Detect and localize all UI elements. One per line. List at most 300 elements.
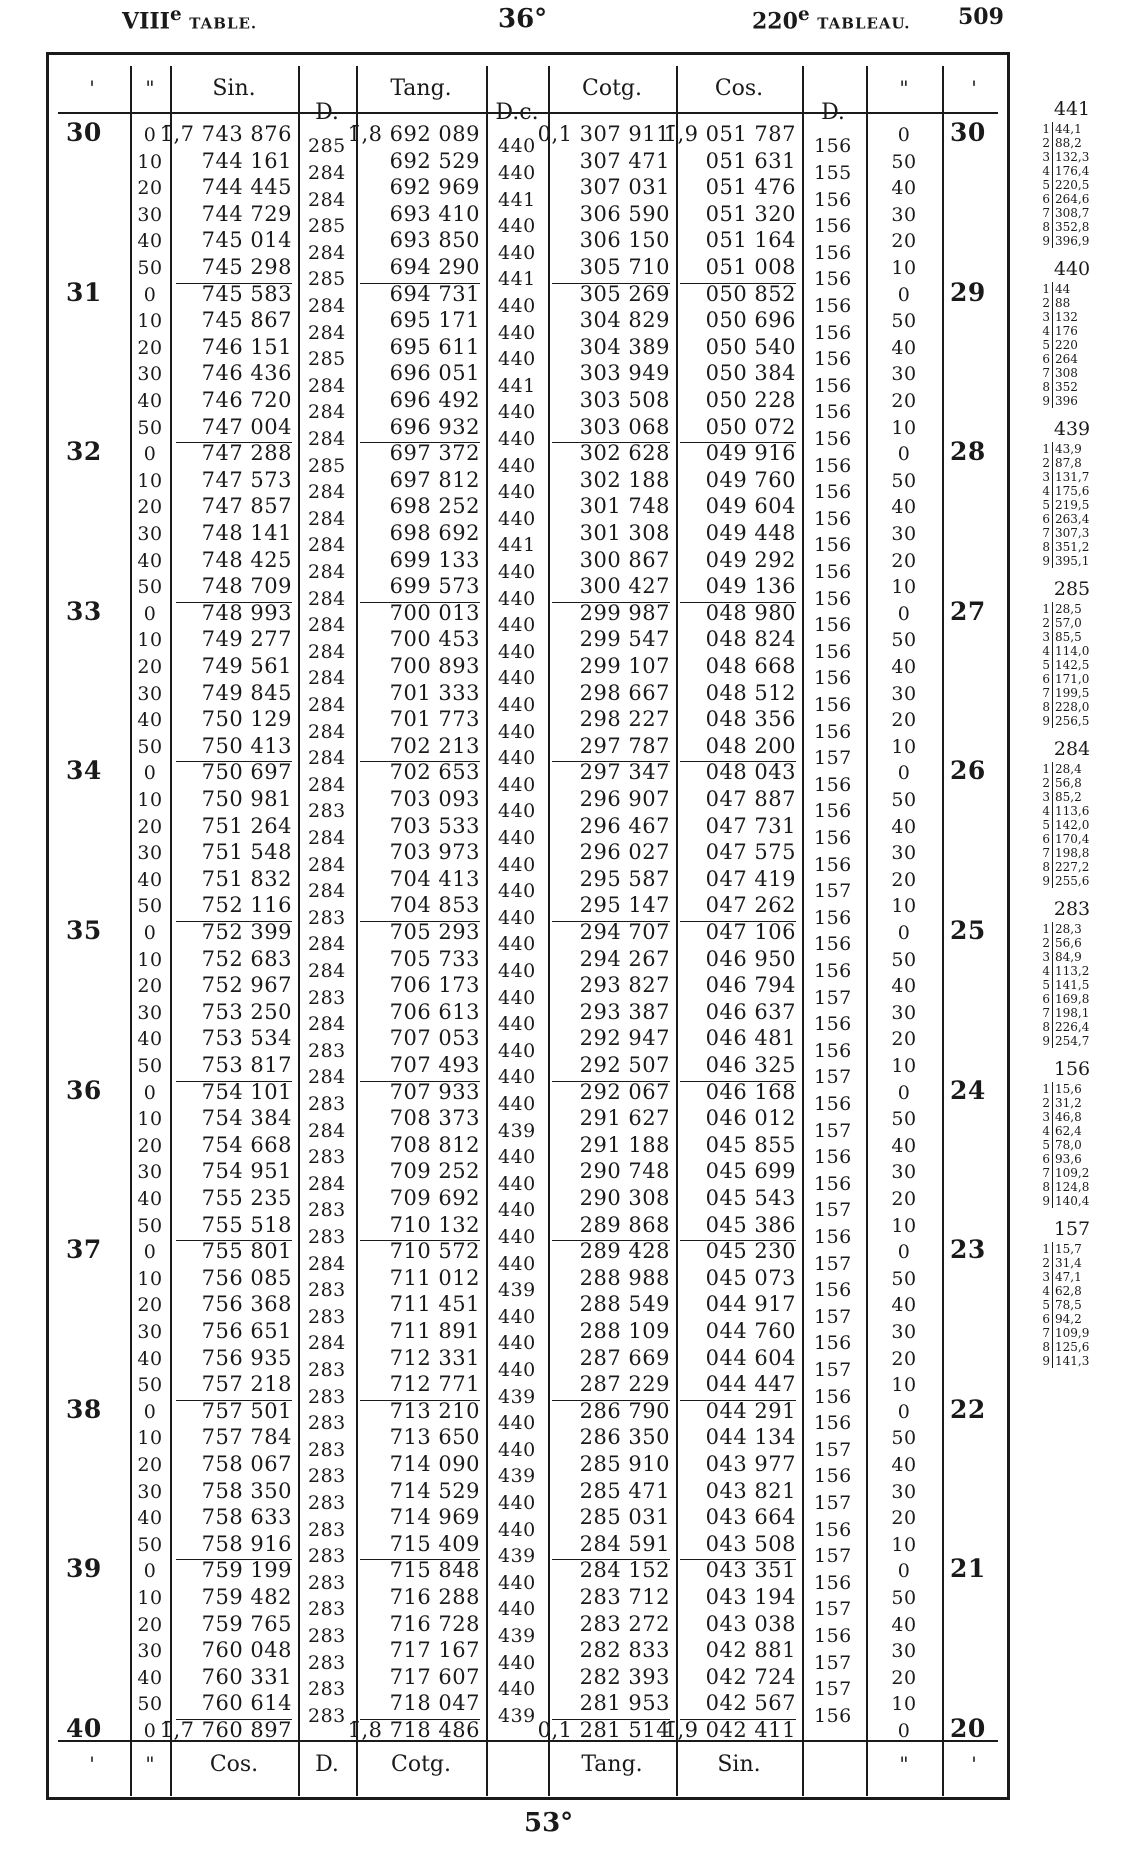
- sin-value: 744 445: [201, 175, 292, 200]
- diff-sin: 285: [308, 135, 346, 158]
- tan-value: 714 529: [389, 1478, 480, 1503]
- diff-tan-cot: 441: [498, 188, 536, 211]
- seconds-left: 20: [137, 336, 163, 359]
- header-angle: 36°: [498, 4, 548, 34]
- seconds-left: 50: [137, 1374, 163, 1397]
- tan-value: 700 893: [389, 654, 480, 678]
- pp-row: [1040, 992, 1089, 1006]
- pp-row: [1040, 234, 1089, 248]
- cos-value: 045 855: [705, 1132, 796, 1157]
- diff-cos: 156: [814, 215, 852, 238]
- cot-value: 302 188: [579, 467, 670, 492]
- seconds-left: 0: [143, 1241, 157, 1264]
- diff-tan-cot: 440: [498, 1678, 536, 1701]
- tan-value: 704 853: [389, 893, 480, 918]
- diff-tan-cot: 440: [498, 587, 536, 610]
- pp-digit: 2: [1040, 1256, 1053, 1270]
- tan-value: 710 572: [389, 1239, 480, 1264]
- diff-cos: 156: [814, 1385, 852, 1408]
- tan-value: 711 451: [389, 1292, 480, 1317]
- diff-tan-cot: 440: [498, 507, 536, 530]
- pp-row: [1040, 512, 1089, 526]
- sin-value: 752 683: [201, 946, 292, 971]
- diff-tan-cot: 440: [498, 481, 536, 504]
- seconds-left: 30: [137, 1161, 163, 1184]
- cos-value: 044 604: [705, 1345, 796, 1370]
- diff-sin: 283: [308, 1092, 346, 1115]
- diff-sin: 284: [308, 294, 346, 317]
- seconds-right: 20: [891, 868, 917, 891]
- tan-value: 698 252: [389, 494, 480, 519]
- pp-value: 44: [1055, 282, 1071, 296]
- pp-digit: 9: [1040, 394, 1053, 408]
- seconds-left: 20: [137, 1294, 163, 1317]
- diff-tan-cot: 440: [498, 1225, 536, 1248]
- pp-digit: 7: [1040, 686, 1053, 700]
- cot-value: 292 067: [579, 1079, 670, 1104]
- diff-sin: 284: [308, 1066, 346, 1089]
- diff-sin: 283: [308, 1358, 346, 1381]
- sin-value: 752 116: [201, 893, 292, 918]
- pp-digit: 6: [1040, 512, 1053, 526]
- diff-tan-cot: 440: [498, 161, 536, 184]
- column-header: D.: [821, 100, 845, 125]
- degree-left: 39: [66, 1554, 102, 1584]
- cot-value: 287 669: [579, 1345, 670, 1370]
- seconds-left: 20: [137, 1613, 163, 1636]
- seconds-right: 10: [891, 735, 917, 758]
- pp-digit: 3: [1040, 790, 1053, 804]
- pp-title: 156: [1053, 1058, 1091, 1080]
- cos-value: 044 291: [705, 1398, 796, 1423]
- diff-cos: 157: [814, 880, 852, 903]
- pp-row: [1040, 804, 1089, 818]
- cos-value: 045 386: [705, 1212, 796, 1237]
- pp-row: [1040, 1082, 1082, 1096]
- diff-cos: 156: [814, 534, 852, 557]
- seconds-left: 40: [137, 1347, 163, 1370]
- seconds-right: 0: [897, 443, 911, 466]
- seconds-left: 20: [137, 1134, 163, 1157]
- pp-value: 351,2: [1055, 540, 1090, 554]
- seconds-left: 20: [137, 177, 163, 200]
- pp-digit: 1: [1040, 1242, 1053, 1256]
- seconds-left: 20: [137, 975, 163, 998]
- seconds-right: 50: [891, 629, 917, 652]
- pp-digit: 9: [1040, 874, 1053, 888]
- pp-digit: 1: [1040, 282, 1053, 296]
- seconds-right: 0: [897, 1241, 911, 1264]
- cot-value: 287 229: [579, 1372, 670, 1397]
- tan-value: 702 653: [389, 760, 480, 785]
- diff-cos: 156: [814, 427, 852, 450]
- diff-cos: 156: [814, 640, 852, 663]
- pp-value: 88: [1055, 296, 1071, 310]
- cos-value: 046 012: [705, 1106, 796, 1131]
- tan-value: 699 573: [389, 574, 480, 599]
- sin-value: 745 583: [201, 281, 292, 306]
- degree-right: 29: [950, 277, 986, 307]
- cot-value: 301 308: [579, 521, 670, 545]
- diff-sin: 284: [308, 560, 346, 583]
- cot-value: 297 787: [579, 733, 670, 758]
- pp-value: 226,4: [1055, 1020, 1090, 1034]
- cos-value: 051 320: [705, 201, 796, 226]
- pp-value: 352: [1055, 380, 1078, 394]
- pp-row: [1040, 776, 1082, 790]
- diff-sin: 284: [308, 933, 346, 956]
- seconds-right: 30: [891, 1480, 917, 1503]
- pp-value: 109,9: [1055, 1326, 1090, 1340]
- pp-value: 171,0: [1055, 672, 1090, 686]
- cot-value: 300 867: [579, 547, 670, 572]
- column-footer: Sin.: [717, 1752, 761, 1777]
- degree-left: 35: [66, 916, 102, 945]
- pp-digit: 7: [1040, 846, 1053, 860]
- cot-value: 285 471: [579, 1478, 670, 1503]
- diff-tan-cot: 440: [498, 348, 536, 371]
- pp-row: [1040, 818, 1089, 832]
- tan-value: 716 728: [389, 1611, 480, 1636]
- pp-digit: 5: [1040, 1298, 1053, 1312]
- pp-row: [1040, 1180, 1089, 1194]
- column-divider: [356, 66, 358, 1796]
- pp-row: [1040, 714, 1089, 728]
- seconds-left: 0: [143, 602, 157, 625]
- pp-digit: 2: [1040, 296, 1053, 310]
- pp-digit: 3: [1040, 1110, 1053, 1124]
- cot-value: 300 427: [579, 574, 670, 599]
- pp-value: 28,4: [1055, 762, 1082, 776]
- diff-tan-cot: 440: [498, 294, 536, 317]
- pp-digit: 1: [1040, 122, 1053, 136]
- cot-value: 293 387: [579, 999, 670, 1024]
- seconds-right: 50: [891, 310, 917, 333]
- seconds-right: 40: [891, 496, 917, 519]
- sin-value: 758 350: [201, 1478, 292, 1503]
- diff-cos: 157: [814, 747, 852, 770]
- seconds-left: 30: [137, 842, 163, 865]
- tan-value: 708 373: [389, 1106, 480, 1131]
- pp-title: 441: [1053, 98, 1091, 120]
- seconds-left: 30: [137, 1480, 163, 1503]
- diff-cos: 157: [814, 1252, 852, 1275]
- sin-value: 756 651: [201, 1319, 292, 1343]
- degree-right: 21: [950, 1554, 986, 1584]
- cot-value: 295 147: [579, 893, 670, 918]
- seconds-left: 10: [137, 1587, 163, 1609]
- sin-value: 755 518: [201, 1212, 292, 1237]
- tan-value: 698 692: [389, 521, 480, 545]
- diff-tan-cot: 440: [498, 667, 536, 690]
- column-divider: [866, 66, 868, 1796]
- diff-cos: 155: [814, 161, 852, 184]
- header-tableau-label: 220e TABLEAU.: [752, 4, 911, 35]
- pp-row: [1040, 672, 1089, 686]
- pp-row: [1040, 1340, 1089, 1354]
- diff-cos: 156: [814, 587, 852, 610]
- cot-value: 290 308: [579, 1186, 670, 1210]
- seconds-left: 10: [137, 310, 163, 333]
- cot-value: 286 350: [579, 1425, 670, 1450]
- column-footer: D.: [315, 1752, 339, 1777]
- pp-row: [1040, 658, 1089, 672]
- tan-value: 707 933: [389, 1079, 480, 1104]
- pp-value: 352,8: [1055, 220, 1090, 234]
- seconds-right: 50: [891, 789, 917, 811]
- pp-value: 62,8: [1055, 1284, 1082, 1298]
- cot-value: 283 712: [579, 1585, 670, 1609]
- diff-tan-cot: 440: [498, 1092, 536, 1115]
- diff-tan-cot: 440: [498, 1598, 536, 1621]
- sin-value: 757 501: [201, 1398, 292, 1423]
- tan-value: 693 410: [389, 201, 480, 226]
- tan-value: 692 969: [389, 175, 480, 200]
- seconds-left: 10: [137, 150, 163, 173]
- pp-row: [1040, 846, 1089, 860]
- pp-value: 255,6: [1055, 874, 1090, 888]
- diff-cos: 156: [814, 348, 852, 371]
- pp-row: [1040, 380, 1078, 394]
- sin-value: 754 384: [201, 1106, 292, 1131]
- pp-value: 220,5: [1055, 178, 1090, 192]
- seconds-left: 40: [137, 1507, 163, 1530]
- cot-value: 296 027: [579, 840, 670, 865]
- sin-value: 753 250: [201, 999, 292, 1024]
- pp-row: [1040, 206, 1089, 220]
- tan-value: 709 252: [389, 1159, 480, 1184]
- sin-value: 749 845: [201, 680, 292, 705]
- cot-value: 307 471: [579, 148, 670, 173]
- cot-value: 301 748: [579, 494, 670, 519]
- diff-cos: 156: [814, 1412, 852, 1435]
- cos-value: 044 760: [705, 1319, 796, 1343]
- cos-value: 049 448: [705, 521, 796, 545]
- pp-digit: 8: [1040, 540, 1053, 554]
- diff-cos: 156: [814, 800, 852, 823]
- pp-digit: 5: [1040, 178, 1053, 192]
- seconds-right: 30: [891, 1321, 917, 1343]
- pp-value: 307,3: [1055, 526, 1090, 540]
- pp-row: [1040, 1124, 1082, 1138]
- diff-tan-cot: 440: [498, 1172, 536, 1195]
- pp-value: 263,4: [1055, 512, 1090, 526]
- cos-value: 050 072: [705, 414, 796, 439]
- diff-cos: 157: [814, 986, 852, 1009]
- diff-tan-cot: 439: [498, 1279, 536, 1302]
- pp-digit: 6: [1040, 352, 1053, 366]
- cos-value: 048 512: [705, 680, 796, 705]
- pp-title: 284: [1053, 738, 1091, 760]
- diff-tan-cot: 440: [498, 959, 536, 982]
- sin-value: 758 916: [201, 1531, 292, 1556]
- pp-row: [1040, 644, 1089, 658]
- pp-row: [1040, 498, 1089, 512]
- pp-digit: 2: [1040, 776, 1053, 790]
- seconds-left: 20: [137, 656, 163, 678]
- diff-sin: 285: [308, 454, 346, 477]
- seconds-left: 10: [137, 1108, 163, 1131]
- diff-cos: 156: [814, 906, 852, 929]
- seconds-right: 40: [891, 177, 917, 200]
- cot-value: 281 953: [579, 1691, 670, 1716]
- pp-value: 169,8: [1055, 992, 1090, 1006]
- cos-value: 050 384: [705, 361, 796, 386]
- pp-value: 142,5: [1055, 658, 1090, 672]
- tan-value: 696 932: [389, 414, 480, 439]
- sin-value: 744 161: [201, 148, 292, 173]
- cos-value: 047 887: [705, 787, 796, 811]
- tan-value: 711 891: [389, 1319, 480, 1343]
- column-footer: Cotg.: [391, 1752, 451, 1777]
- diff-cos: 156: [814, 1704, 852, 1727]
- pp-row: [1040, 540, 1089, 554]
- diff-tan-cot: 440: [498, 906, 536, 929]
- tan-value: 706 173: [389, 973, 480, 998]
- cot-value: 299 987: [579, 600, 670, 625]
- tan-value: 714 969: [389, 1505, 480, 1530]
- pp-value: 140,4: [1055, 1194, 1090, 1208]
- pp-digit: 4: [1040, 804, 1053, 818]
- cos-value: 044 917: [705, 1292, 796, 1317]
- seconds-right: 20: [891, 1188, 917, 1210]
- column-header: D.: [315, 100, 339, 125]
- sin-value: 748 709: [201, 574, 292, 599]
- pp-row: [1040, 1194, 1089, 1208]
- cot-value: 299 547: [579, 627, 670, 652]
- cos-value: 043 038: [705, 1611, 796, 1636]
- seconds-left: 0: [143, 1720, 157, 1742]
- diff-tan-cot: 441: [498, 374, 536, 397]
- diff-cos: 156: [814, 720, 852, 743]
- diff-sin: 283: [308, 1704, 346, 1727]
- cot-value: 304 829: [579, 308, 670, 333]
- tan-value: 695 171: [389, 308, 480, 333]
- diff-cos: 157: [814, 1545, 852, 1568]
- pp-row: [1040, 874, 1089, 888]
- pp-digit: 6: [1040, 832, 1053, 846]
- pp-row: [1040, 1354, 1089, 1368]
- sin-value: 756 935: [201, 1345, 292, 1370]
- cos-value: 043 351: [705, 1558, 796, 1583]
- cos-value: 050 696: [705, 308, 796, 333]
- column-header: D.c.: [495, 100, 539, 125]
- pp-row: [1040, 1006, 1089, 1020]
- diff-tan-cot: 440: [498, 986, 536, 1009]
- cot-value: 291 188: [579, 1132, 670, 1157]
- pp-value: 264,6: [1055, 192, 1090, 206]
- cot-value: 304 389: [579, 334, 670, 359]
- column-footer: ': [89, 1752, 95, 1776]
- pp-row: [1040, 220, 1089, 234]
- diff-sin: 284: [308, 1119, 346, 1142]
- pp-row: [1040, 1270, 1082, 1284]
- diff-cos: 156: [814, 773, 852, 796]
- seconds-right: 30: [891, 363, 917, 386]
- diff-tan-cot: 439: [498, 1704, 536, 1727]
- diff-cos: 156: [814, 693, 852, 716]
- cos-value: 042 724: [705, 1664, 796, 1689]
- seconds-right: 10: [891, 1693, 917, 1716]
- cot-value: 283 272: [579, 1611, 670, 1636]
- diff-tan-cot: 440: [498, 560, 536, 583]
- seconds-right: 30: [891, 523, 917, 545]
- diff-cos: 156: [814, 1465, 852, 1488]
- pp-title: 283: [1053, 898, 1091, 920]
- pp-row: [1040, 1284, 1082, 1298]
- cot-value: 296 467: [579, 813, 670, 838]
- pp-row: [1040, 296, 1070, 310]
- diff-tan-cot: 440: [498, 693, 536, 716]
- seconds-right: 20: [891, 1028, 917, 1051]
- diff-cos: 156: [814, 959, 852, 982]
- column-divider: [298, 66, 300, 1796]
- seconds-right: 0: [897, 602, 911, 625]
- pp-value: 396,9: [1055, 234, 1090, 248]
- pp-value: 141,3: [1055, 1354, 1090, 1368]
- diff-sin: 284: [308, 481, 346, 504]
- seconds-left: 0: [143, 1400, 157, 1423]
- pp-value: 88,2: [1055, 136, 1082, 150]
- sin-value: 746 151: [201, 334, 292, 359]
- cos-value: 047 575: [705, 840, 796, 865]
- sin-value: 750 413: [201, 733, 292, 758]
- diff-tan-cot: 440: [498, 1358, 536, 1381]
- diff-tan-cot: 440: [498, 800, 536, 823]
- tan-value: 707 053: [389, 1026, 480, 1051]
- cos-value: 045 699: [705, 1159, 796, 1184]
- pp-row: [1040, 762, 1082, 776]
- seconds-left: 10: [137, 948, 163, 971]
- diff-sin: 283: [308, 906, 346, 929]
- pp-title: 440: [1053, 258, 1091, 280]
- column-header: Cotg.: [582, 76, 642, 101]
- cos-value: 043 194: [705, 1585, 796, 1609]
- cot-value: 293 827: [579, 973, 670, 998]
- cot-value: 297 347: [579, 760, 670, 785]
- diff-cos: 156: [814, 188, 852, 211]
- pp-row: [1040, 150, 1089, 164]
- cos-value: 049 916: [705, 441, 796, 466]
- pp-row: [1040, 978, 1089, 992]
- diff-sin: 283: [308, 986, 346, 1009]
- diff-tan-cot: 440: [498, 614, 536, 637]
- sin-value: 758 067: [201, 1452, 292, 1476]
- pp-row: [1040, 686, 1089, 700]
- sin-value: 747 004: [201, 414, 292, 439]
- cos-value: 049 136: [705, 574, 796, 599]
- cot-value: 290 748: [579, 1159, 670, 1184]
- pp-value: 256,5: [1055, 714, 1090, 728]
- diff-sin: 284: [308, 587, 346, 610]
- pp-value: 46,8: [1055, 1110, 1082, 1124]
- seconds-left: 50: [137, 1533, 163, 1556]
- seconds-right: 0: [897, 762, 911, 785]
- pp-value: 113,2: [1055, 964, 1090, 978]
- diff-tan-cot: 440: [498, 401, 536, 424]
- seconds-left: 50: [137, 576, 163, 599]
- seconds-right: 50: [891, 1427, 917, 1450]
- cot-value: 305 269: [579, 281, 670, 306]
- diff-sin: 284: [308, 427, 346, 450]
- column-header: Sin.: [212, 76, 256, 101]
- column-divider: [170, 66, 172, 1796]
- sin-value: 750 697: [201, 760, 292, 785]
- cos-value: 051 164: [705, 228, 796, 253]
- degree-left: 32: [66, 437, 102, 467]
- seconds-left: 10: [137, 629, 163, 652]
- seconds-right: 20: [891, 1507, 917, 1530]
